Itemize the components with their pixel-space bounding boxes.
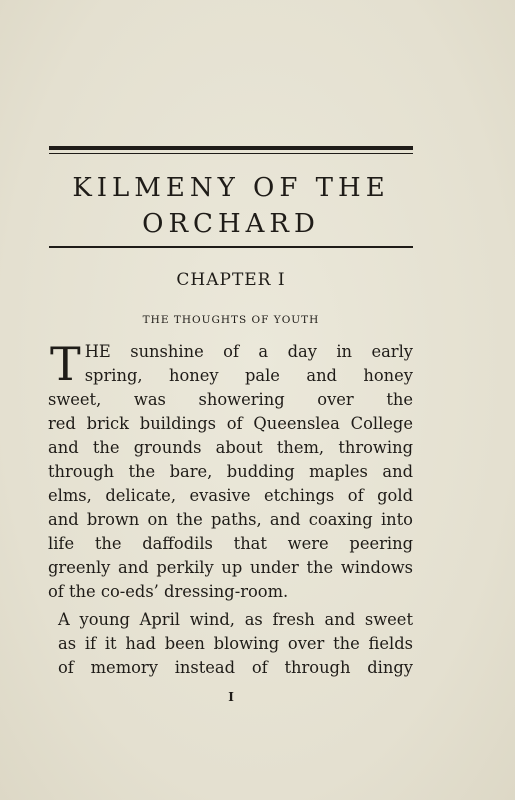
text-line: as if it had been blowing over the fields bbox=[58, 634, 413, 653]
chapter-heading: CHAPTER I bbox=[176, 270, 286, 290]
text-line: life the daffodils that were peering bbox=[48, 534, 413, 553]
paragraph-2 bbox=[48, 608, 413, 680]
body-text bbox=[48, 337, 413, 680]
text-line: of memory instead of through dingy bbox=[58, 658, 413, 677]
text-line: red brick buildings of Queenslea College bbox=[48, 414, 413, 433]
text-line: sweet, was showering over the bbox=[48, 390, 413, 409]
chapter-subtitle: THE THOUGHTS OF YOUTH bbox=[142, 314, 320, 326]
page-number: I bbox=[228, 690, 234, 704]
text-line: and the grounds about them, throwing bbox=[48, 438, 413, 457]
text-line: spring, honey pale and honey bbox=[84, 366, 413, 385]
book-title-line-1: KILMENY OF THE bbox=[72, 173, 390, 203]
header-rule-thin bbox=[49, 153, 413, 154]
title-rule bbox=[49, 246, 413, 248]
paragraph-1 bbox=[48, 337, 413, 604]
drop-cap: T bbox=[50, 337, 81, 391]
book-title-line-2: ORCHARD bbox=[142, 209, 320, 239]
text-line: A young April wind, as fresh and sweet bbox=[58, 610, 413, 629]
text-line: greenly and perkily up under the windows bbox=[48, 558, 413, 577]
text-line: through the bare, budding maples and bbox=[48, 462, 413, 481]
text-line: and brown on the paths, and coaxing into bbox=[48, 510, 413, 529]
header-rule-thick bbox=[49, 146, 413, 150]
text-line: elms, delicate, evasive etchings of gold bbox=[48, 486, 413, 505]
book-title bbox=[49, 170, 413, 242]
text-line: of the co-eds’ dressing-room. bbox=[48, 582, 289, 601]
text-line: HE sunshine of a day in early bbox=[84, 342, 413, 361]
